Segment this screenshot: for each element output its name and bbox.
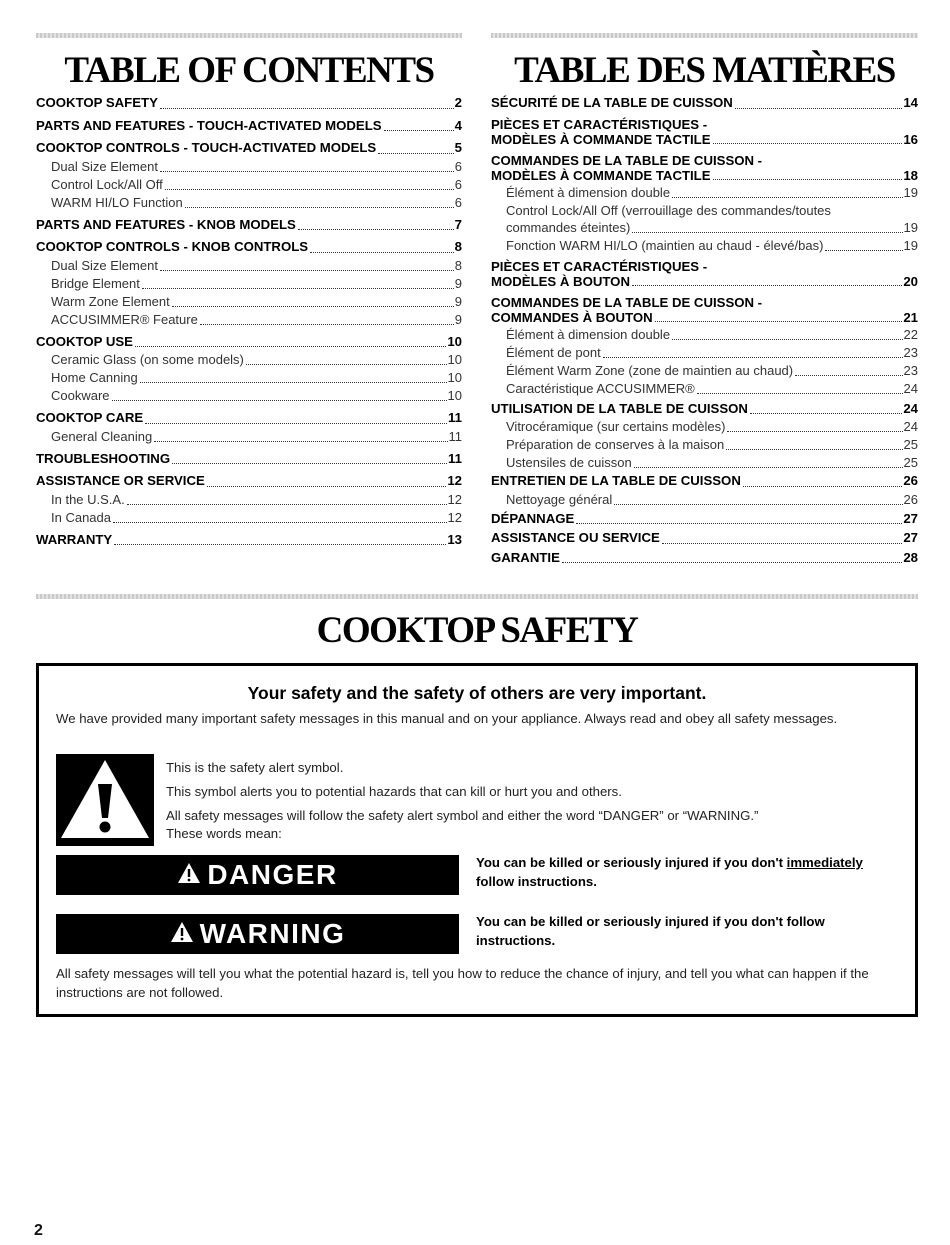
toc-entry[interactable]: ENTRETIEN DE LA TABLE DE CUISSON 26 — [491, 473, 918, 488]
toc-entry[interactable]: WARM HI/LO Function 6 — [51, 194, 462, 210]
toc-entry[interactable]: COMMANDES À BOUTON 21 — [491, 309, 918, 325]
toc-entry[interactable]: MODÈLES À COMMANDE TACTILE 18 — [491, 167, 918, 183]
toc-entry-line: COMMANDES DE LA TABLE DE CUISSON - — [491, 294, 763, 310]
top-rule-left — [36, 33, 462, 38]
toc-entry[interactable]: GARANTIE 28 — [491, 549, 918, 565]
toc-entry-line: PIÈCES ET CARACTÉRISTIQUES - — [491, 258, 708, 274]
toc-entry[interactable]: ASSISTANCE OR SERVICE 12 — [36, 473, 462, 488]
toc-entry[interactable]: Warm Zone Element 9 — [51, 293, 462, 309]
toc-entry[interactable]: COOKTOP CONTROLS - KNOB CONTROLS 8 — [36, 239, 462, 254]
toc-entry[interactable]: COOKTOP CONTROLS - TOUCH-ACTIVATED MODELS 5 — [36, 140, 462, 155]
toc-entry[interactable]: Fonction WARM HI/LO (maintien au chaud - élevé/bas) 19 — [506, 237, 918, 253]
toc-entry[interactable]: COOKTOP USE 10 — [36, 333, 462, 349]
toc-entry[interactable]: TROUBLESHOOTING 11 — [36, 450, 462, 466]
toc-entry[interactable]: Dual Size Element 6 — [51, 158, 462, 174]
toc-entry[interactable]: Préparation de conserves à la maison 25 — [506, 437, 918, 452]
toc-entry[interactable]: UTILISATION DE LA TABLE DE CUISSON 24 — [491, 400, 918, 416]
warning-label: WARNING — [199, 918, 346, 949]
symbol-line-3: All safety messages will follow the safety alert symbol and either the word “DANGER” or “WARNING.” — [166, 808, 759, 823]
toc-entry[interactable]: WARRANTY 13 — [36, 531, 462, 547]
toc-entry[interactable]: Ceramic Glass (on some models) 10 — [51, 352, 462, 367]
safety-footer: All safety messages will tell you what the potential hazard is, tell you how to reduce the chance of injury, and tell you what can happen if the instructions are not followed. — [56, 966, 869, 1000]
toc-entry[interactable]: Control Lock/All Off 6 — [51, 176, 462, 192]
toc-entry[interactable]: Nettoyage général 26 — [506, 491, 918, 507]
safety-box — [36, 663, 918, 1017]
page-number: 2 — [34, 1222, 43, 1239]
danger-alert-icon — [177, 859, 201, 891]
symbol-line-4: These words mean: — [166, 826, 282, 841]
safety-alert-icon — [56, 754, 154, 846]
toc-english — [36, 94, 462, 549]
toc-entry[interactable]: In Canada 12 — [51, 509, 462, 525]
section-rule — [36, 594, 918, 599]
danger-label: DANGER — [207, 859, 338, 890]
toc-entry[interactable]: Cookware 10 — [51, 388, 462, 403]
toc-entry[interactable]: Élément de pont 23 — [506, 344, 918, 360]
toc-entry[interactable]: SÉCURITÉ DE LA TABLE DE CUISSON 14 — [491, 95, 918, 110]
safety-intro: We have provided many important safety messages in this manual and on your appliance. Always read and obey all safety messages. — [56, 711, 838, 726]
warning-alert-icon — [170, 918, 194, 950]
toc-entry-line: Control Lock/All Off (verrouillage des commandes/toutes — [506, 202, 831, 218]
danger-message: You can be killed or seriously injured if you don't immediately follow instructions. — [476, 855, 863, 889]
safety-title: COOKTOP SAFETY — [316, 610, 638, 651]
toc-entry[interactable]: DÉPANNAGE 27 — [491, 510, 918, 526]
toc-entry[interactable]: Caractéristique ACCUSIMMER® 24 — [506, 380, 918, 396]
toc-entry[interactable]: MODÈLES À BOUTON 20 — [491, 273, 918, 289]
warning-message: You can be killed or seriously injured if you don't follow instructions. — [476, 914, 825, 948]
toc-entry[interactable]: General Cleaning 11 — [51, 428, 462, 444]
toc-entry[interactable]: Vitrocéramique (sur certains modèles) 24 — [506, 419, 918, 434]
toc-entry[interactable]: Dual Size Element 8 — [51, 257, 462, 273]
symbol-line-2: This symbol alerts you to potential hazards that can kill or hurt you and others. — [166, 784, 622, 799]
toc-entry[interactable]: COOKTOP SAFETY 2 — [36, 95, 462, 110]
toc-title-french: TABLE DES MATIÈRES — [514, 50, 895, 91]
toc-entry[interactable]: Ustensiles de cuisson 25 — [506, 455, 918, 470]
toc-entry[interactable]: COOKTOP CARE 11 — [36, 410, 462, 425]
toc-entry[interactable]: Élément Warm Zone (zone de maintien au chaud) 23 — [506, 362, 918, 378]
toc-entry[interactable]: Élément à dimension double 22 — [506, 326, 918, 342]
toc-title-english: TABLE OF CONTENTS — [64, 50, 434, 91]
toc-entry-line: PIÈCES ET CARACTÉRISTIQUES - — [491, 116, 708, 132]
toc-entry[interactable]: PARTS AND FEATURES - TOUCH-ACTIVATED MODELS 4 — [36, 117, 462, 133]
toc-entry[interactable]: Bridge Element 9 — [51, 275, 462, 291]
toc-entry[interactable]: commandes éteintes) 19 — [506, 219, 918, 235]
toc-entry[interactable]: Élément à dimension double 19 — [506, 184, 918, 200]
warning-banner — [56, 914, 459, 954]
toc-entry[interactable]: ASSISTANCE OU SERVICE 27 — [491, 530, 918, 545]
toc-french — [491, 94, 918, 567]
toc-entry[interactable]: ACCUSIMMER® Feature 9 — [51, 311, 462, 327]
safety-heading: Your safety and the safety of others are very important. — [247, 683, 707, 703]
toc-entry[interactable]: In the U.S.A. 12 — [51, 491, 462, 507]
danger-banner — [56, 855, 459, 895]
top-rule-right — [491, 33, 918, 38]
symbol-line-1: This is the safety alert symbol. — [166, 760, 344, 775]
toc-entry-line: COMMANDES DE LA TABLE DE CUISSON - — [491, 152, 763, 168]
toc-entry[interactable]: Home Canning 10 — [51, 370, 462, 385]
toc-entry[interactable]: MODÈLES À COMMANDE TACTILE 16 — [491, 131, 918, 147]
toc-entry[interactable]: PARTS AND FEATURES - KNOB MODELS 7 — [36, 216, 462, 232]
